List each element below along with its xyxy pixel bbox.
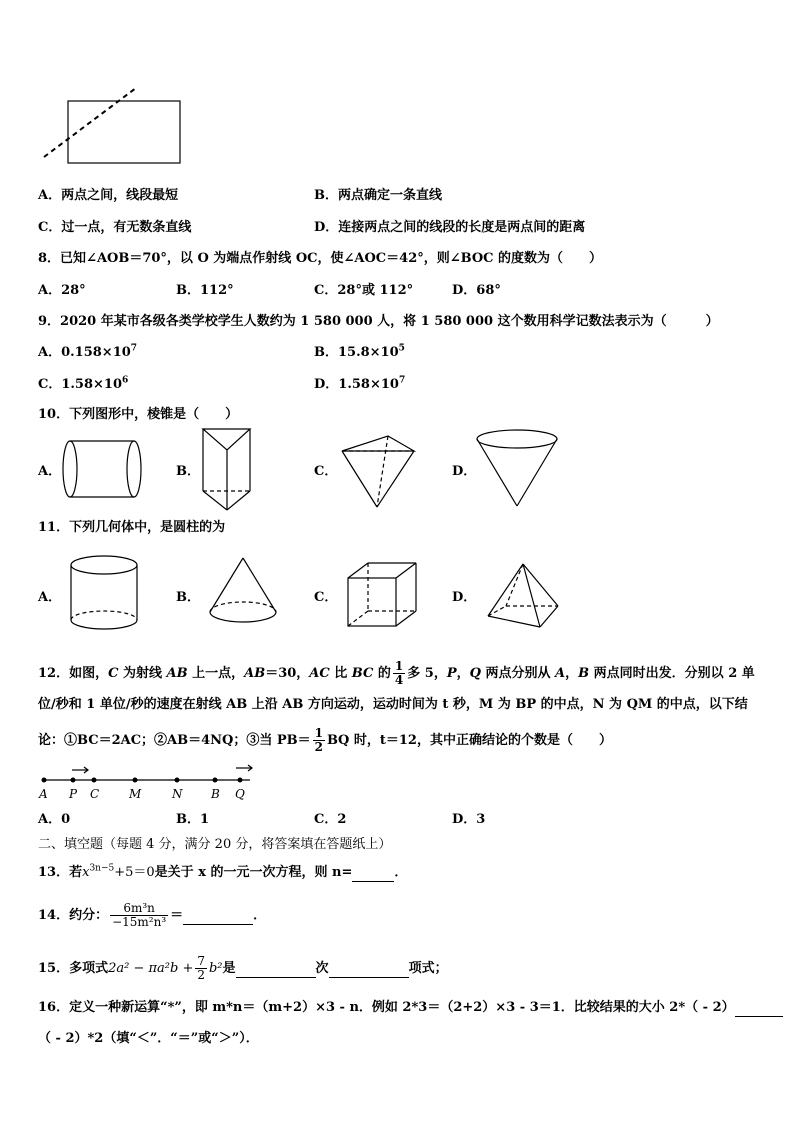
q8-option-b: B．112° [176, 283, 234, 298]
q16-answer-blank[interactable] [735, 1000, 783, 1017]
section2-heading: 二、填空题（每题 4 分，满分 20 分，将答案填在答题纸上） [38, 837, 392, 852]
q14: 14．约分： $\frac{\text{6m³n}}{\text{−15m²n³}}$ ＝ ． [38, 901, 267, 929]
q8-option-c: C．28°或 112° [314, 283, 414, 298]
q15-fraction: $\frac{7}{2}$ [197, 954, 205, 982]
q15-degree-blank[interactable] [236, 961, 316, 978]
q8-option-d: D．68° [452, 283, 501, 298]
q12-point-p [71, 778, 76, 783]
q12-point-b [213, 778, 218, 783]
q12-point-m [133, 778, 138, 783]
q7-option-c: C．过一点，有无数条直线 [38, 220, 192, 235]
q8-option-a: A．28° [38, 283, 86, 298]
q9-option-a: A．$0.158\times 10^7$ [38, 343, 138, 360]
q16-line2: （ - 2）*2（填“＜”．“＝”或“＞”）． [38, 1031, 259, 1046]
q11-letter-a: A． [38, 590, 62, 605]
q12-fraction-quarter: $\frac{1}{4}$ [394, 659, 404, 687]
q10-letter-b: B． [176, 464, 200, 479]
q11-letter-d: D． [452, 590, 477, 605]
q12-line1: 12．如图，C 为射线 AB 上一点，AB＝30，AC 比 BC 的 $\frac{1}{4}$ 多 5，P，Q 两点分别从 A，B 两点同时出发．分别以 2 单 [38, 659, 755, 687]
q7-option-b: B．两点确定一条直线 [314, 188, 443, 203]
q13: 13．若$x^{3n-5}+5=0$是关于 x 的一元一次方程，则 n= ． [38, 863, 408, 880]
q12-option-b: B．1 [176, 812, 210, 827]
q12-line3: 论：①BC＝2AC；②AB＝4NQ；③当 PB＝ $\frac{1}{2}$ BQ 时，t＝12，其中正确结论的个数是（ ） [38, 726, 612, 754]
q13-answer-blank[interactable] [352, 865, 394, 882]
q12-label-a: A [39, 787, 48, 801]
q12-option-a: A．0 [38, 812, 71, 827]
q10-letter-a: A． [38, 464, 62, 479]
q14-answer-blank[interactable] [183, 908, 253, 925]
q12-label-b: B [211, 787, 220, 801]
q12-point-n [175, 778, 180, 783]
q10-letter-c: C． [314, 464, 338, 479]
q12-label-p: P [69, 787, 78, 801]
q7-option-a: A．两点之间，线段最短 [38, 188, 179, 203]
q15: 15．多项式2a² − πa²b + $\frac{7}{2}$ b²是 次 项式； [38, 954, 448, 982]
q12-point-a [42, 778, 47, 783]
q12-point-q [238, 778, 243, 783]
q9-option-b: B．$15.8\times 10^5$ [314, 343, 405, 360]
q9-stem: 9．2020 年某市各级各类学校学生人数约为 1 580 000 人，将 1 580 000 这个数用科学记数法表示为（ ） [38, 314, 719, 329]
q12-option-c: C．2 [314, 812, 347, 827]
q12-label-m: M [129, 787, 142, 801]
q16-line1: 16．定义一种新运算“*”，即 m*n＝（m+2）×3 - n．例如 2*3＝（2+2）×3 - 3＝1．比较结果的大小 2*（ - 2） [38, 1000, 783, 1017]
q12-line2: 位/秒和 1 单位/秒的速度在射线 AB 上沿 AB 方向运动，运动时间为 t 秒，M 为 BP 的中点，N 为 QM 的中点，以下结 [38, 697, 748, 712]
q7-option-d: D．连接两点之间的线段的长度是两点间的距离 [314, 220, 586, 235]
q10-letter-d: D． [452, 464, 477, 479]
q11-stem: 11．下列几何体中，是圆柱的为 [38, 520, 226, 535]
q12-option-d: D．3 [452, 812, 486, 827]
q12-label-c: C [90, 787, 100, 801]
q11-letter-b: B． [176, 590, 200, 605]
q10-stem: 10．下列图形中，棱锥是（ ） [38, 407, 239, 422]
q12-label-n: N [172, 787, 183, 801]
q11-letter-c: C． [314, 590, 338, 605]
q15-terms-blank[interactable] [329, 961, 409, 978]
q9-option-c: C．$1.58\times 10^6$ [38, 375, 129, 392]
q12-arrow-q-icon [236, 765, 252, 771]
q12-point-c [92, 778, 97, 783]
q9-option-d: D．$1.58\times 10^7$ [314, 375, 406, 392]
q12-fraction-half: $\frac{1}{2}$ [314, 726, 324, 754]
q12-label-q: Q [235, 787, 245, 801]
q14-fraction: $\frac{\text{6m³n}}{\text{−15m²n³}}$ [112, 901, 167, 929]
q8-stem: 8．已知∠AOB＝70°，以 O 为端点作射线 OC，使∠AOC＝42°，则∠BOC 的度数为（ ） [38, 251, 603, 266]
q12-arrow-p-icon [72, 767, 88, 773]
